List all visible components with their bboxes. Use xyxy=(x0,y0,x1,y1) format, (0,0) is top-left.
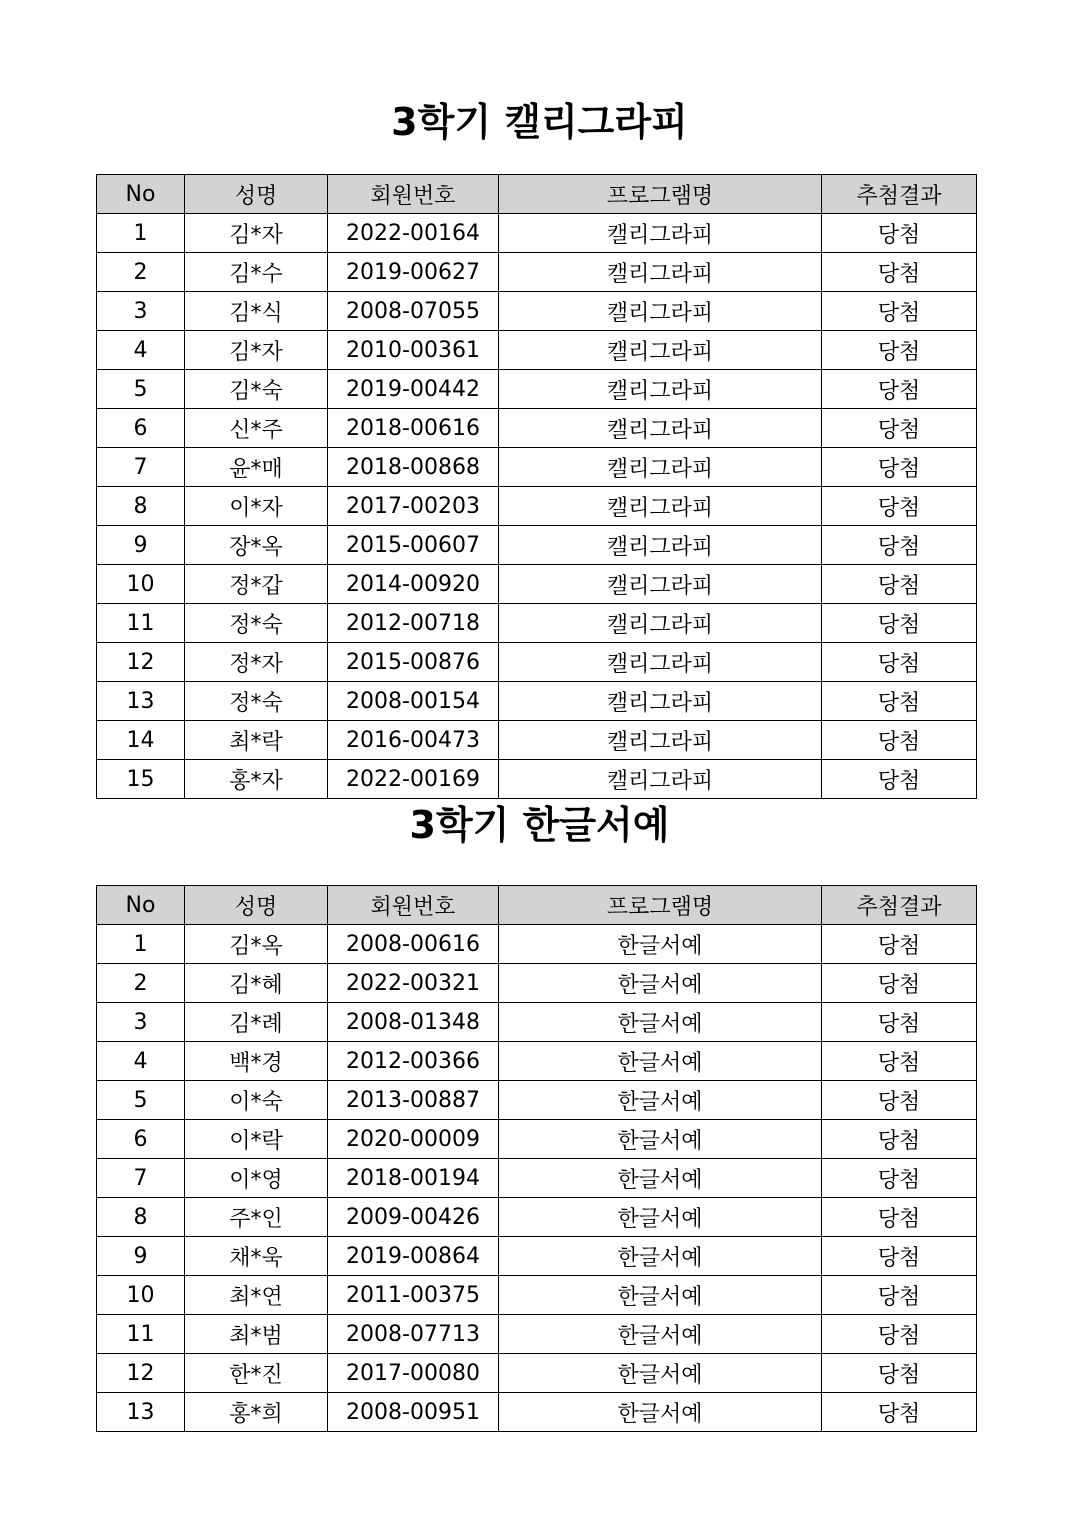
cell-result: 당첨 xyxy=(822,292,977,331)
header-result: 추첨결과 xyxy=(822,175,977,214)
cell-program: 캘리그라피 xyxy=(499,526,822,565)
cell-program: 캘리그라피 xyxy=(499,604,822,643)
cell-program: 한글서예 xyxy=(499,1315,822,1354)
cell-result: 당첨 xyxy=(822,1354,977,1393)
cell-name: 신*주 xyxy=(185,409,328,448)
table-row xyxy=(97,1042,977,1081)
cell-member-id: 2008-07055 xyxy=(328,292,499,331)
cell-result: 당첨 xyxy=(822,604,977,643)
cell-name: 한*진 xyxy=(185,1354,328,1393)
cell-no: 14 xyxy=(97,721,185,760)
cell-result: 당첨 xyxy=(822,487,977,526)
cell-program: 캘리그라피 xyxy=(499,253,822,292)
section-title-calligraphy: 3학기 캘리그라피 xyxy=(391,100,688,144)
table-row xyxy=(97,1315,977,1354)
table-header-row xyxy=(97,175,977,214)
header-name: 성명 xyxy=(185,175,328,214)
header-name: 성명 xyxy=(185,886,328,925)
cell-member-id: 2011-00375 xyxy=(328,1276,499,1315)
cell-result: 당첨 xyxy=(822,925,977,964)
cell-program: 캘리그라피 xyxy=(499,643,822,682)
cell-result: 당첨 xyxy=(822,1198,977,1237)
cell-name: 정*자 xyxy=(185,643,328,682)
cell-name: 홍*희 xyxy=(185,1393,328,1432)
cell-result: 당첨 xyxy=(822,1042,977,1081)
table-row xyxy=(97,604,977,643)
cell-program: 한글서예 xyxy=(499,1237,822,1276)
table-row xyxy=(97,565,977,604)
cell-member-id: 2022-00321 xyxy=(328,964,499,1003)
cell-program: 한글서예 xyxy=(499,1354,822,1393)
cell-program: 캘리그라피 xyxy=(499,682,822,721)
cell-member-id: 2008-07713 xyxy=(328,1315,499,1354)
cell-program: 캘리그라피 xyxy=(499,292,822,331)
cell-member-id: 2008-01348 xyxy=(328,1003,499,1042)
cell-member-id: 2015-00876 xyxy=(328,643,499,682)
cell-name: 김*자 xyxy=(185,331,328,370)
cell-result: 당첨 xyxy=(822,1393,977,1432)
cell-no: 7 xyxy=(97,1159,185,1198)
cell-name: 김*숙 xyxy=(185,370,328,409)
cell-member-id: 2018-00616 xyxy=(328,409,499,448)
table-row xyxy=(97,1003,977,1042)
cell-name: 정*갑 xyxy=(185,565,328,604)
cell-no: 2 xyxy=(97,964,185,1003)
cell-no: 3 xyxy=(97,292,185,331)
header-member-id: 회원번호 xyxy=(328,175,499,214)
cell-member-id: 2022-00164 xyxy=(328,214,499,253)
cell-program: 한글서예 xyxy=(499,964,822,1003)
cell-name: 김*례 xyxy=(185,1003,328,1042)
cell-member-id: 2010-00361 xyxy=(328,331,499,370)
header-program: 프로그램명 xyxy=(499,175,822,214)
cell-member-id: 2009-00426 xyxy=(328,1198,499,1237)
table-row xyxy=(97,1393,977,1432)
cell-no: 4 xyxy=(97,1042,185,1081)
cell-name: 김*수 xyxy=(185,253,328,292)
cell-name: 김*식 xyxy=(185,292,328,331)
table-row xyxy=(97,292,977,331)
cell-name: 이*자 xyxy=(185,487,328,526)
cell-program: 캘리그라피 xyxy=(499,214,822,253)
cell-program: 한글서예 xyxy=(499,1120,822,1159)
cell-no: 11 xyxy=(97,604,185,643)
table-row xyxy=(97,1198,977,1237)
cell-program: 캘리그라피 xyxy=(499,721,822,760)
cell-name: 김*옥 xyxy=(185,925,328,964)
cell-member-id: 2012-00718 xyxy=(328,604,499,643)
cell-member-id: 2013-00887 xyxy=(328,1081,499,1120)
cell-program: 한글서예 xyxy=(499,1393,822,1432)
cell-name: 백*경 xyxy=(185,1042,328,1081)
cell-no: 9 xyxy=(97,1237,185,1276)
cell-result: 당첨 xyxy=(822,760,977,799)
cell-result: 당첨 xyxy=(822,448,977,487)
cell-name: 채*욱 xyxy=(185,1237,328,1276)
table-row xyxy=(97,1354,977,1393)
cell-member-id: 2022-00169 xyxy=(328,760,499,799)
table-row xyxy=(97,1237,977,1276)
cell-program: 한글서예 xyxy=(499,1159,822,1198)
cell-result: 당첨 xyxy=(822,682,977,721)
table-row xyxy=(97,526,977,565)
header-member-id: 회원번호 xyxy=(328,886,499,925)
cell-no: 5 xyxy=(97,370,185,409)
cell-name: 이*숙 xyxy=(185,1081,328,1120)
header-no: No xyxy=(97,886,185,925)
table-row xyxy=(97,214,977,253)
table-row xyxy=(97,331,977,370)
cell-name: 주*인 xyxy=(185,1198,328,1237)
cell-no: 4 xyxy=(97,331,185,370)
cell-result: 당첨 xyxy=(822,1276,977,1315)
cell-program: 한글서예 xyxy=(499,1003,822,1042)
cell-result: 당첨 xyxy=(822,526,977,565)
cell-program: 한글서예 xyxy=(499,925,822,964)
cell-no: 6 xyxy=(97,1120,185,1159)
cell-no: 10 xyxy=(97,1276,185,1315)
header-result: 추첨결과 xyxy=(822,886,977,925)
cell-program: 캘리그라피 xyxy=(499,487,822,526)
cell-member-id: 2015-00607 xyxy=(328,526,499,565)
cell-name: 정*숙 xyxy=(185,604,328,643)
table-row xyxy=(97,721,977,760)
table-row xyxy=(97,925,977,964)
table-row xyxy=(97,643,977,682)
cell-no: 10 xyxy=(97,565,185,604)
cell-result: 당첨 xyxy=(822,1081,977,1120)
cell-no: 2 xyxy=(97,253,185,292)
cell-result: 당첨 xyxy=(822,1003,977,1042)
cell-name: 최*범 xyxy=(185,1315,328,1354)
cell-name: 최*연 xyxy=(185,1276,328,1315)
cell-name: 정*숙 xyxy=(185,682,328,721)
table-row xyxy=(97,370,977,409)
cell-no: 11 xyxy=(97,1315,185,1354)
cell-member-id: 2018-00194 xyxy=(328,1159,499,1198)
cell-name: 윤*매 xyxy=(185,448,328,487)
cell-no: 12 xyxy=(97,1354,185,1393)
cell-no: 15 xyxy=(97,760,185,799)
cell-program: 캘리그라피 xyxy=(499,448,822,487)
cell-no: 1 xyxy=(97,925,185,964)
cell-program: 캘리그라피 xyxy=(499,370,822,409)
cell-result: 당첨 xyxy=(822,1315,977,1354)
header-program: 프로그램명 xyxy=(499,886,822,925)
cell-no: 5 xyxy=(97,1081,185,1120)
cell-result: 당첨 xyxy=(822,721,977,760)
cell-member-id: 2008-00154 xyxy=(328,682,499,721)
cell-no: 13 xyxy=(97,682,185,721)
cell-result: 당첨 xyxy=(822,643,977,682)
cell-member-id: 2019-00627 xyxy=(328,253,499,292)
cell-no: 3 xyxy=(97,1003,185,1042)
cell-result: 당첨 xyxy=(822,214,977,253)
cell-no: 6 xyxy=(97,409,185,448)
cell-result: 당첨 xyxy=(822,370,977,409)
table-row xyxy=(97,409,977,448)
cell-no: 12 xyxy=(97,643,185,682)
table-row xyxy=(97,1159,977,1198)
cell-member-id: 2017-00203 xyxy=(328,487,499,526)
cell-program: 캘리그라피 xyxy=(499,409,822,448)
cell-no: 7 xyxy=(97,448,185,487)
table-row xyxy=(97,682,977,721)
table-row xyxy=(97,253,977,292)
table-row xyxy=(97,1276,977,1315)
cell-member-id: 2012-00366 xyxy=(328,1042,499,1081)
calligraphy-results-table xyxy=(96,174,977,799)
cell-no: 9 xyxy=(97,526,185,565)
table-row xyxy=(97,487,977,526)
table-row xyxy=(97,964,977,1003)
cell-no: 13 xyxy=(97,1393,185,1432)
table-row xyxy=(97,760,977,799)
cell-no: 8 xyxy=(97,487,185,526)
section-title-hangul-calligraphy: 3학기 한글서예 xyxy=(409,803,670,847)
cell-result: 당첨 xyxy=(822,565,977,604)
cell-result: 당첨 xyxy=(822,1159,977,1198)
cell-name: 이*영 xyxy=(185,1159,328,1198)
cell-member-id: 2008-00616 xyxy=(328,925,499,964)
cell-program: 한글서예 xyxy=(499,1276,822,1315)
cell-program: 한글서예 xyxy=(499,1042,822,1081)
cell-no: 8 xyxy=(97,1198,185,1237)
cell-name: 김*혜 xyxy=(185,964,328,1003)
cell-member-id: 2020-00009 xyxy=(328,1120,499,1159)
cell-member-id: 2017-00080 xyxy=(328,1354,499,1393)
cell-name: 장*옥 xyxy=(185,526,328,565)
cell-program: 캘리그라피 xyxy=(499,760,822,799)
header-no: No xyxy=(97,175,185,214)
cell-result: 당첨 xyxy=(822,331,977,370)
cell-member-id: 2019-00864 xyxy=(328,1237,499,1276)
cell-no: 1 xyxy=(97,214,185,253)
cell-member-id: 2016-00473 xyxy=(328,721,499,760)
table-header-row xyxy=(97,886,977,925)
cell-member-id: 2008-00951 xyxy=(328,1393,499,1432)
table-row xyxy=(97,1120,977,1159)
cell-member-id: 2019-00442 xyxy=(328,370,499,409)
cell-member-id: 2014-00920 xyxy=(328,565,499,604)
table-row xyxy=(97,448,977,487)
cell-name: 김*자 xyxy=(185,214,328,253)
cell-program: 한글서예 xyxy=(499,1198,822,1237)
cell-name: 홍*자 xyxy=(185,760,328,799)
cell-result: 당첨 xyxy=(822,964,977,1003)
cell-result: 당첨 xyxy=(822,253,977,292)
cell-name: 이*락 xyxy=(185,1120,328,1159)
cell-program: 캘리그라피 xyxy=(499,565,822,604)
cell-result: 당첨 xyxy=(822,1120,977,1159)
cell-name: 최*락 xyxy=(185,721,328,760)
hangul-calligraphy-results-table xyxy=(96,885,977,1432)
cell-program: 캘리그라피 xyxy=(499,331,822,370)
cell-member-id: 2018-00868 xyxy=(328,448,499,487)
cell-program: 한글서예 xyxy=(499,1081,822,1120)
cell-result: 당첨 xyxy=(822,1237,977,1276)
table-row xyxy=(97,1081,977,1120)
cell-result: 당첨 xyxy=(822,409,977,448)
